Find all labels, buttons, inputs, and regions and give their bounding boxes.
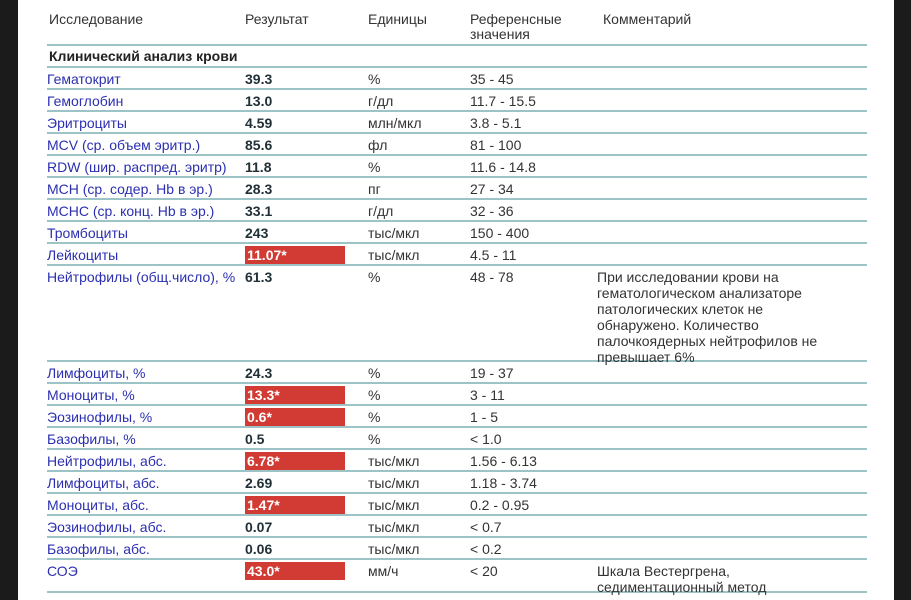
test-name: Лимфоциты, % xyxy=(47,365,146,381)
test-name: Базофилы, абс. xyxy=(47,541,150,557)
results-table xyxy=(47,0,867,593)
table-row xyxy=(47,516,867,538)
result-value: 11.07* xyxy=(245,246,345,264)
table-row xyxy=(47,178,867,200)
units: тыс/мкл xyxy=(368,519,420,535)
table-row xyxy=(47,560,867,593)
reference-range: 35 - 45 xyxy=(470,71,514,87)
header-units: Единицы xyxy=(368,11,427,27)
table-row xyxy=(47,538,867,560)
table-row xyxy=(47,362,867,384)
units: тыс/мкл xyxy=(368,475,420,491)
reference-range: 3.8 - 5.1 xyxy=(470,115,522,131)
reference-range: < 0.2 xyxy=(470,541,502,557)
result-value: 2.69 xyxy=(245,475,273,491)
test-name: MCHC (ср. конц. Hb в эр.) xyxy=(47,203,215,219)
table-body xyxy=(47,68,867,593)
test-name: MCV (ср. объем эритр.) xyxy=(47,137,201,153)
result-value: 0.6* xyxy=(245,408,345,426)
test-name: Гемоглобин xyxy=(47,93,124,109)
reference-range: 1.56 - 6.13 xyxy=(470,453,537,469)
table-row xyxy=(47,472,867,494)
units: фл xyxy=(368,137,388,153)
table-row xyxy=(47,222,867,244)
reference-range: 0.2 - 0.95 xyxy=(470,497,530,513)
test-name: MCH (ср. содер. Hb в эр.) xyxy=(47,181,213,197)
header-ref: Референсные значения xyxy=(470,11,562,42)
result-value: 13.0 xyxy=(245,93,273,109)
test-name: Тромбоциты xyxy=(47,225,128,241)
units: тыс/мкл xyxy=(368,453,420,469)
reference-range: 1 - 5 xyxy=(470,409,499,425)
result-value: 1.47* xyxy=(245,496,345,514)
header-test: Исследование xyxy=(49,11,144,27)
units: % xyxy=(368,431,381,447)
test-name: Моноциты, % xyxy=(47,387,135,403)
units: % xyxy=(368,71,381,87)
reference-range: 81 - 100 xyxy=(470,137,522,153)
result-value: 0.5 xyxy=(245,431,265,447)
header-comment: Комментарий xyxy=(603,11,692,27)
result-value: 61.3 xyxy=(245,269,273,285)
table-row xyxy=(47,200,867,222)
header-result: Результат xyxy=(245,11,309,27)
result-value: 33.1 xyxy=(245,203,273,219)
reference-range: 11.6 - 14.8 xyxy=(470,159,536,175)
result-value: 85.6 xyxy=(245,137,273,153)
units: млн/мкл xyxy=(368,115,422,131)
table-row xyxy=(47,266,867,365)
table-row xyxy=(47,450,867,472)
result-value: 11.8 xyxy=(245,159,272,175)
units: г/дл xyxy=(368,203,394,219)
table-row xyxy=(47,156,867,178)
table-row xyxy=(47,112,867,134)
reference-range: 3 - 11 xyxy=(470,387,505,403)
units: % xyxy=(368,159,381,175)
result-value: 24.3 xyxy=(245,365,273,381)
units: % xyxy=(368,269,381,285)
result-value: 43.0* xyxy=(245,562,345,580)
table-row xyxy=(47,428,867,450)
reference-range: 27 - 34 xyxy=(470,181,514,197)
table-row xyxy=(47,384,867,406)
table-row xyxy=(47,406,867,428)
table-row xyxy=(47,134,867,156)
test-name: Нейтрофилы (общ.число), % xyxy=(47,269,236,285)
result-value: 13.3* xyxy=(245,386,345,404)
result-value: 4.59 xyxy=(245,115,273,131)
test-name: СОЭ xyxy=(47,563,78,579)
reference-range: < 20 xyxy=(470,563,498,579)
reference-range: < 1.0 xyxy=(470,431,502,447)
result-value: 28.3 xyxy=(245,181,273,197)
units: % xyxy=(368,365,381,381)
test-name: Нейтрофилы, абс. xyxy=(47,453,167,469)
table-row xyxy=(47,68,867,90)
test-name: Лейкоциты xyxy=(47,247,119,263)
table-header xyxy=(47,0,867,46)
units: % xyxy=(368,387,381,403)
reference-range: 11.7 - 15.5 xyxy=(470,93,536,109)
test-name: Моноциты, абс. xyxy=(47,497,149,513)
test-name: Гематокрит xyxy=(47,71,121,87)
units: тыс/мкл xyxy=(368,497,420,513)
section-title: Клинический анализ крови xyxy=(47,46,867,68)
reference-range: 1.18 - 3.74 xyxy=(470,475,537,491)
units: тыс/мкл xyxy=(368,541,420,557)
test-name: RDW (шир. распред. эритр) xyxy=(47,159,227,175)
test-name: Базофилы, % xyxy=(47,431,136,447)
comment: При исследовании крови на гематологическом анализаторе патологических клеток не обнаружено. Количество палочкоядерных нейтрофилов не превышает 6% xyxy=(597,269,818,365)
test-name: Эритроциты xyxy=(47,115,127,131)
reference-range: 4.5 - 11 xyxy=(470,247,517,263)
reference-range: 19 - 37 xyxy=(470,365,514,381)
table-row xyxy=(47,494,867,516)
table-row xyxy=(47,90,867,112)
test-name: Лимфоциты, абс. xyxy=(47,475,160,491)
result-value: 0.07 xyxy=(245,519,273,535)
reference-range: < 0.7 xyxy=(470,519,502,535)
test-name: Эозинофилы, % xyxy=(47,409,153,425)
report-page xyxy=(18,0,894,600)
units: г/дл xyxy=(368,93,394,109)
reference-range: 32 - 36 xyxy=(470,203,514,219)
units: пг xyxy=(368,181,381,197)
test-name: Эозинофилы, абс. xyxy=(47,519,167,535)
result-value: 0.06 xyxy=(245,541,273,557)
reference-range: 48 - 78 xyxy=(470,269,514,285)
units: % xyxy=(368,409,381,425)
result-value: 243 xyxy=(245,225,269,241)
comment: Шкала Вестергрена, седиментационный метод xyxy=(597,563,767,595)
result-value: 39.3 xyxy=(245,71,273,87)
reference-range: 150 - 400 xyxy=(470,225,530,241)
units: тыс/мкл xyxy=(368,247,420,263)
units: тыс/мкл xyxy=(368,225,420,241)
table-row xyxy=(47,244,867,266)
result-value: 6.78* xyxy=(245,452,345,470)
units: мм/ч xyxy=(368,563,399,579)
